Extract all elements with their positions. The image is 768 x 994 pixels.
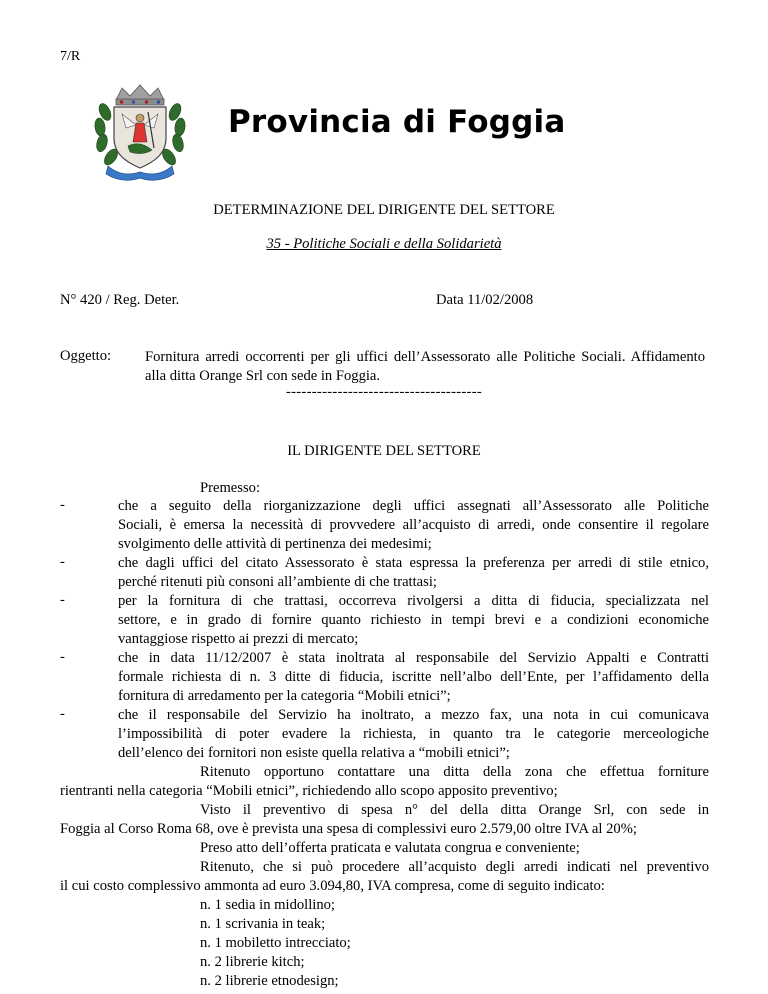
document-date: Data 11/02/2008 (436, 292, 534, 308)
bullet-line: svolgimento delle attività di pertinenza dei medesimi; (118, 536, 432, 552)
bullet-line: perché ritenuti più consoni all’ambiente di che trattasi; (118, 574, 437, 590)
paragraph-line: rientranti nella categoria “Mobili etnici”, richiedendo allo scopo apposito preventivo; (60, 783, 558, 799)
subject-label: Oggetto: (60, 348, 112, 364)
separator-line: -------------------------------------- (285, 384, 483, 400)
bullet-line: fornitura di arredamento per la categoria “Mobili etnici”; (118, 688, 451, 704)
bullet-line: che dagli uffici del citato Assessorato è stata espressa la preferenza per arredi di stile etnico, (118, 555, 709, 571)
paragraph-line: il cui costo complessivo ammonta ad euro 3.094,80, IVA compresa, come di seguito indicato: (60, 878, 605, 894)
coat-of-arms-icon (92, 82, 188, 182)
bullet-line: vantaggiose rispetto ai prezzi di mercato; (118, 631, 359, 647)
document-heading: DETERMINAZIONE DEL DIRIGENTE DEL SETTORE (213, 202, 555, 218)
province-title: Provincia di Foggia (228, 104, 566, 140)
bullet-line: formale richiesta di n. 3 ditte di fiducia, iscritte nell’albo dell’Ente, per l’affidamento della (118, 669, 709, 685)
registration-number: N° 420 / Reg. Deter. (60, 292, 180, 308)
list-item: n. 1 sedia in midollino; (200, 897, 335, 913)
bullet-dash: - (60, 706, 65, 722)
bullet-line: che a seguito della riorganizzazione degli uffici assegnati all’Assessorato alle Politiche (118, 498, 709, 514)
bullet-dash: - (60, 554, 65, 570)
paragraph-first-line: Ritenuto, che si può procedere all’acquisto degli arredi indicati nel preventivo (200, 859, 709, 875)
paragraph-line: Foggia al Corso Roma 68, ove è prevista una spesa di complessivi euro 2.579,00 oltre IVA al 20%; (60, 821, 637, 837)
list-item: n. 2 librerie etnodesign; (200, 973, 339, 989)
list-item: n. 1 mobiletto intrecciato; (200, 935, 351, 951)
paragraph-first-line: Ritenuto opportuno contattare una ditta della zona che effettua forniture (200, 764, 709, 780)
bullet-dash: - (60, 497, 65, 513)
bullet-line: che il responsabile del Servizio ha inoltrato, a mezzo fax, una nota in cui comunicava (118, 707, 709, 723)
subject-text: Fornitura arredi occorrenti per gli uffici dell’Assessorato alle Politiche Sociali. Affidamento alla ditta Orange Srl con sede in Foggia. (145, 349, 705, 384)
bullet-line: l’impossibilità di poter evadere la richiesta, in quanto tra le categorie merceologiche (118, 726, 709, 742)
sector-name: 35 - Politiche Sociali e della Solidarietà (266, 236, 502, 252)
paragraph-first-line: Preso atto dell’offerta praticata e valutata congrua e conveniente; (200, 840, 580, 856)
list-item: n. 1 scrivania in teak; (200, 916, 326, 932)
bullet-line: dell’elenco dei fornitori non esiste quella relativa a “mobili etnici”; (118, 745, 510, 761)
page-code: 7/R (60, 49, 81, 64)
bullet-line: Sociali, è emersa la necessità di provvedere all’acquisto di arredi, onde consentire il regolare (118, 517, 709, 533)
list-item: n. 2 librerie kitch; (200, 954, 305, 970)
bullet-dash: - (60, 649, 65, 665)
bullet-line: per la fornitura di che trattasi, occorreva rivolgersi a ditta di fiducia, specializzata nel (118, 593, 709, 609)
bullet-line: che in data 11/12/2007 è stata inoltrata al responsabile del Servizio Appalti e Contratti (118, 650, 709, 666)
section-heading: IL DIRIGENTE DEL SETTORE (287, 443, 481, 459)
paragraph-first-line: Visto il preventivo di spesa n° del della ditta Orange Srl, con sede in (200, 802, 709, 818)
bullet-line: settore, e in grado di fornire quanto richiesto in tempi brevi e a condizioni economiche (118, 612, 709, 628)
premesso-label: Premesso: (200, 480, 260, 496)
bullet-dash: - (60, 592, 65, 608)
